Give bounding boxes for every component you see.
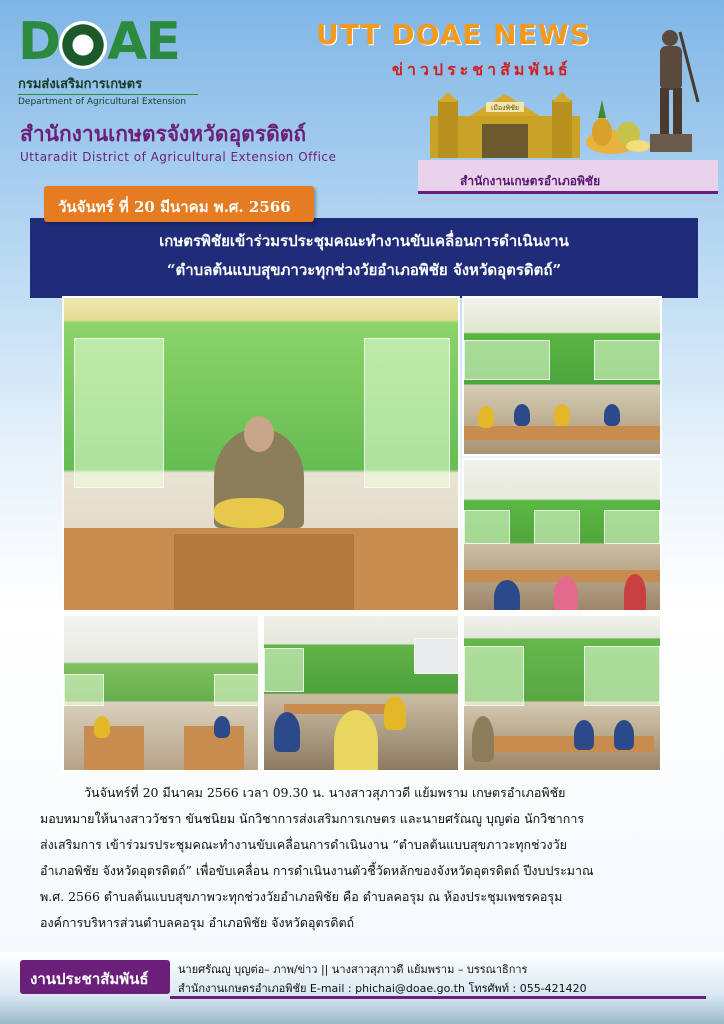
logo-english-name: Department of Agricultural Extension <box>18 94 198 107</box>
branch-name: สำนักงานเกษตรอำเภอพิชัย <box>460 174 601 188</box>
doae-seal-icon <box>59 21 107 69</box>
body-line-4: อำเภอพิชัย จังหวัดอุตรดิตถ์” เพื่อขับเคลื่อน การดำเนินงานตัวชี้วัดหลักของจังหวัดอุตรดิตถ์ ปีงบประมาณ <box>40 863 594 878</box>
meeting-photo-4 <box>62 614 260 772</box>
city-gate-image <box>430 92 580 158</box>
headline-line-2: “ตำบลต้นแบบสุขภาวะทุกช่วงวัยอำเภอพิชัย จังหวัดอุตรดิตถ์” <box>166 261 562 279</box>
meeting-photo-5 <box>262 614 460 772</box>
credit-line: นายศรัณญู บุญต่อ– ภาพ/ข่าว || นางสาวสุภาวดี แย้มพราม – บรรณาธิการ <box>178 963 528 976</box>
doae-wordmark: D AE <box>18 12 179 72</box>
office-name-thai: สำนักงานเกษตรจังหวัดอุตรดิตถ์ <box>20 122 307 146</box>
main-meeting-photo <box>62 296 460 612</box>
body-line-2: มอบหมายให้นางสาววัชรา ขันชนิยม นักวิชาการส่งเสริมการเกษตร และนายศรัณญู บุญต่อ นักวิชาการ <box>40 811 585 826</box>
body-line-5: พ.ศ. 2566 ตำบลต้นแบบสุขภาพวะทุกช่วงวัยอำเภอพิชัย คือ ตำบลคอรุม ณ ห้องประชุมเพชรคอรุม <box>40 889 563 904</box>
meeting-photo-3 <box>462 458 662 612</box>
contact-line: สำนักงานเกษตรอำเภอพิชัย E-mail : phichai@doae.go.th โทรศัพท์ : 055-421420 <box>178 982 587 995</box>
statue-image <box>640 22 700 154</box>
gate-sign-text: เมืองพิชัย <box>490 104 520 112</box>
body-line-6: องค์การบริหารส่วนตำบลคอรุม อำเภอพิชัย จังหวัดอุตรดิตถ์ <box>40 915 355 930</box>
article-date: วันจันทร์ ที่ 20 มีนาคม พ.ศ. 2566 <box>44 186 314 222</box>
meeting-photo-6 <box>462 614 662 772</box>
body-line-1: วันจันทร์ที่ 20 มีนาคม 2566 เวลา 09.30 น. นางสาวสุภาวดี แย้มพราม เกษตรอำเภอพิชัย <box>84 785 566 800</box>
article-body <box>40 780 690 936</box>
news-title: UTT DOAE NEWS <box>316 18 591 51</box>
logo-thai-name: กรมส่งเสริมการเกษตร <box>18 77 143 92</box>
news-subtitle: ข่าวประชาสัมพันธ์ <box>392 60 572 79</box>
headline-line-1: เกษตรพิชัยเข้าร่วมรประชุมคณะทำงานขับเคลื่อนการดำเนินงาน <box>159 232 569 250</box>
doae-logo <box>18 12 198 107</box>
body-line-3: ส่งเสริมการ เข้าร่วมรประชุมคณะทำงานขับเคลื่อนการดำเนินงาน “ตำบลต้นแบบสุขภาวะทุกช่วงวัย <box>40 837 567 852</box>
office-name-english: Uttaradit District of Agricultural Extension Office <box>20 150 337 164</box>
pr-tag: งานประชาสัมพันธ์ <box>20 960 170 994</box>
meeting-photo-2 <box>462 296 662 456</box>
